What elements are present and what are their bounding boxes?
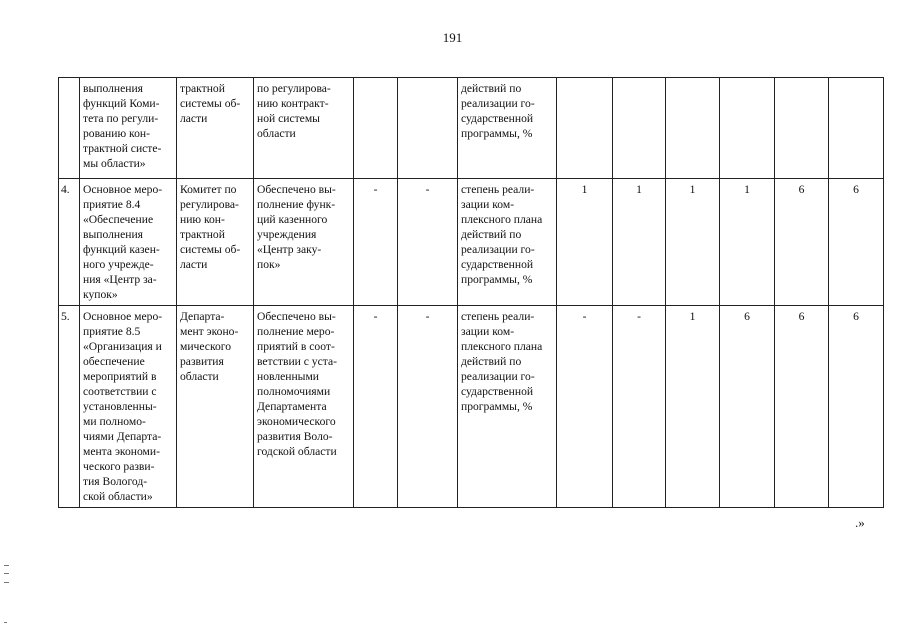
- scan-margin-dot: [4, 622, 7, 623]
- executor-cell: Департа- мент эконо- мического развития области: [177, 306, 254, 508]
- closing-quote-mark: .»: [855, 515, 865, 530]
- measures-table: [58, 77, 884, 508]
- scan-margin-mark: [4, 565, 9, 583]
- value-cell: -: [613, 306, 666, 508]
- executor-cell: Комитет по регулирова- нию кон- трактной системы об- ласти: [177, 179, 254, 306]
- value-cell: 1: [666, 306, 720, 508]
- value-cell: 1: [666, 179, 720, 306]
- indicator-cell: степень реали- зации ком- плексного плана действий по реализации го- сударственной программы, %: [458, 306, 557, 508]
- page-number: 191: [442, 30, 463, 45]
- value-cell: [829, 78, 884, 179]
- event-cell: Основное меро- приятие 8.5 «Организация и обеспечение мероприятий в соответствии с установленны- ми полномо- чиями Департа- мента экономи- ческого разви- тия Вологод- ской области»: [80, 306, 177, 508]
- value-cell: [557, 78, 613, 179]
- result-cell: Обеспечено вы- полнение функ- ций казенного учреждения «Центр заку- пок»: [254, 179, 354, 306]
- result-cell: по регулирова- нию контракт- ной системы области: [254, 78, 354, 179]
- table-row: [59, 306, 884, 508]
- value-cell: [775, 78, 829, 179]
- event-cell: Основное меро- приятие 8.4 «Обеспечение выполнения функций казен- ного учрежде- ния «Центр за- купок»: [80, 179, 177, 306]
- row-number: [59, 78, 80, 179]
- value-cell: 6: [829, 179, 884, 306]
- row-number: 5.: [59, 306, 80, 508]
- value-cell: 6: [829, 306, 884, 508]
- value-cell: 1: [557, 179, 613, 306]
- table-row: [59, 179, 884, 306]
- executor-cell: трактной системы об- ласти: [177, 78, 254, 179]
- start-date-cell: -: [354, 306, 398, 508]
- value-cell: [666, 78, 720, 179]
- event-cell: выполнения функций Коми- тета по регули- рованию кон- трактной систе- мы области»: [80, 78, 177, 179]
- end-date-cell: [398, 78, 458, 179]
- value-cell: [720, 78, 775, 179]
- result-cell: Обеспечено вы- полнение меро- приятий в соот- ветствии с уста- новленными полномочиями Департамента экономического развития Воло- годской области: [254, 306, 354, 508]
- value-cell: 6: [720, 306, 775, 508]
- end-date-cell: -: [398, 306, 458, 508]
- start-date-cell: -: [354, 179, 398, 306]
- value-cell: -: [557, 306, 613, 508]
- indicator-cell: степень реали- зации ком- плексного плана действий по реализации го- сударственной программы, %: [458, 179, 557, 306]
- value-cell: 6: [775, 306, 829, 508]
- end-date-cell: -: [398, 179, 458, 306]
- value-cell: 1: [720, 179, 775, 306]
- value-cell: 6: [775, 179, 829, 306]
- indicator-cell: действий по реализации го- сударственной программы, %: [458, 78, 557, 179]
- start-date-cell: [354, 78, 398, 179]
- value-cell: [613, 78, 666, 179]
- row-number: 4.: [59, 179, 80, 306]
- value-cell: 1: [613, 179, 666, 306]
- table-row: [59, 78, 884, 179]
